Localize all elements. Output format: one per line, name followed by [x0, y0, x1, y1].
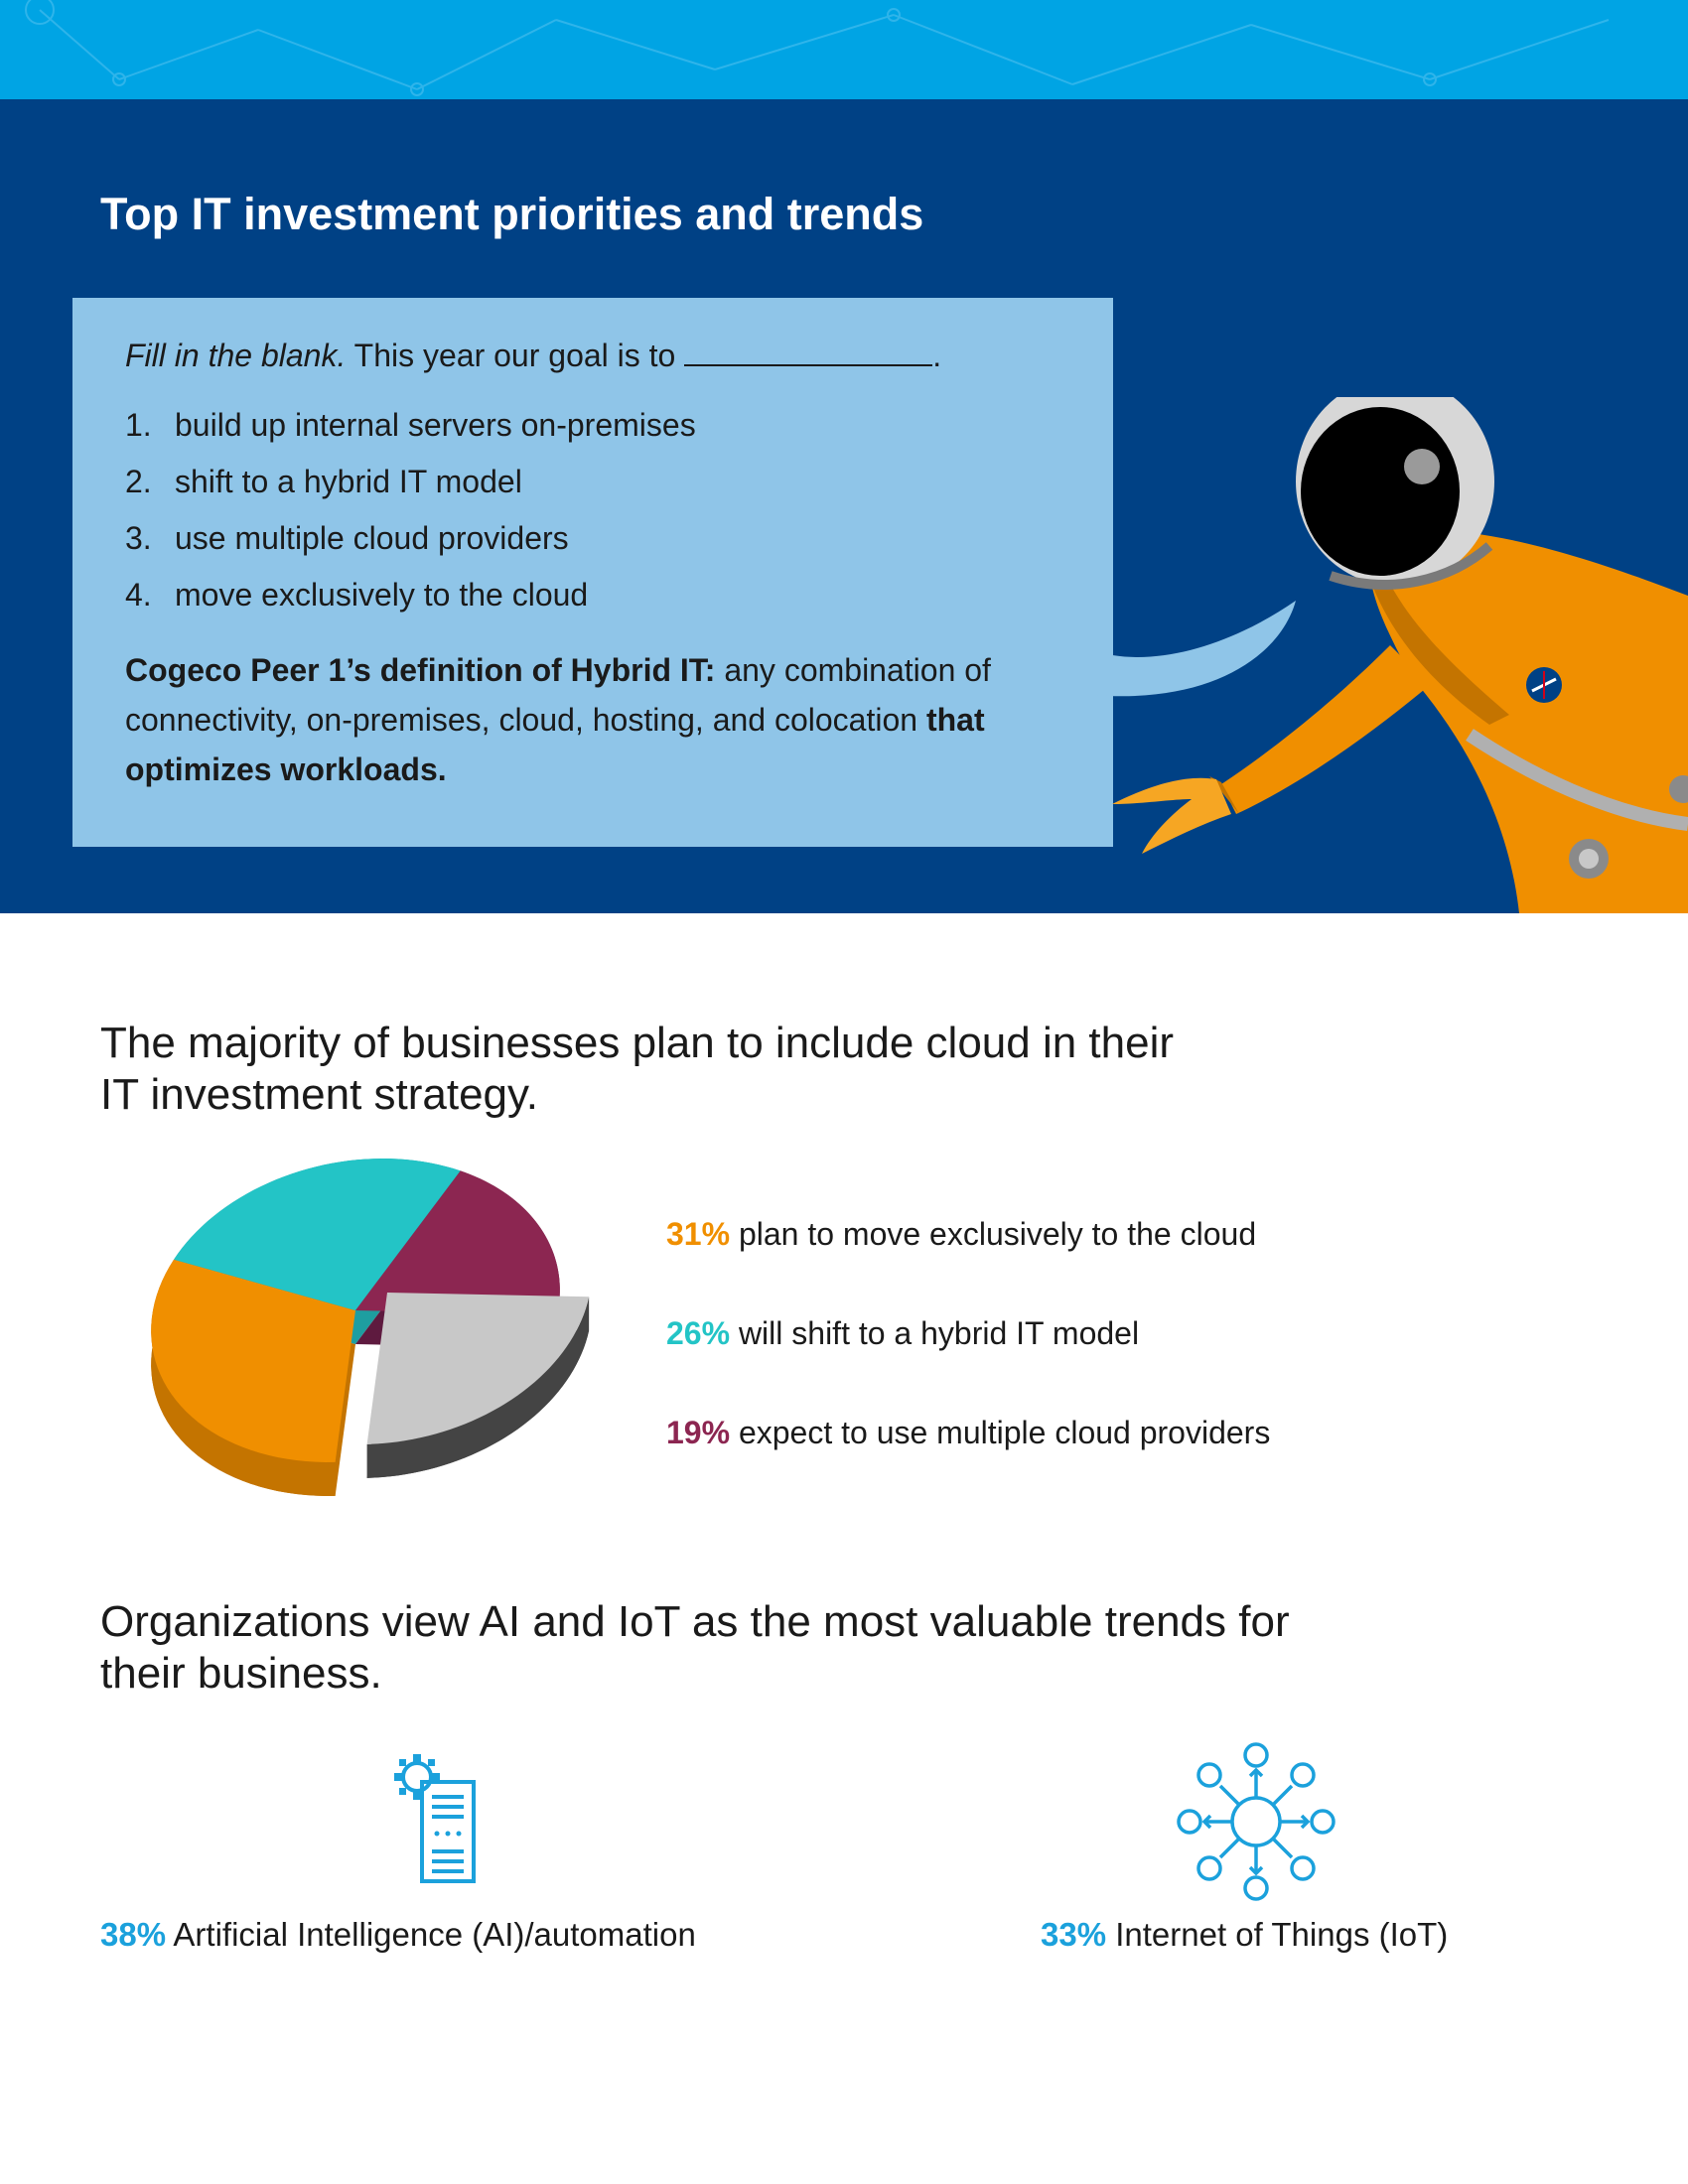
legend-label: expect to use multiple cloud providers: [738, 1415, 1271, 1450]
prompt-end: .: [932, 338, 942, 373]
heading-line: Organizations view AI and IoT as the most valuable trends for: [100, 1597, 1290, 1646]
legend-pct: 19%: [666, 1415, 731, 1450]
fill-in-prompt: [125, 338, 941, 374]
list-text: shift to a hybrid IT model: [175, 464, 522, 499]
definition-label: Cogeco Peer 1’s definition of Hybrid IT:: [125, 652, 716, 688]
badge-icon: [1524, 665, 1564, 705]
network-hub-icon: [1177, 1742, 1336, 1901]
list-text: move exclusively to the cloud: [175, 577, 589, 613]
blank-line: [684, 339, 932, 366]
list-item: [125, 464, 696, 520]
hybrid-it-definition: [125, 645, 1078, 794]
trend-pct: 38%: [100, 1916, 167, 1953]
list-item: [125, 577, 696, 633]
prompt-italic: Fill in the blank.: [125, 338, 347, 373]
legend-label: plan to move exclusively to the cloud: [738, 1216, 1257, 1252]
hero-section: [0, 99, 1688, 913]
list-item: [125, 520, 696, 577]
legend-item-multicloud: [666, 1415, 1270, 1451]
trend-ai: [100, 1916, 696, 1954]
definition-end: that optimizes workloads.: [125, 702, 985, 787]
legend-item-cloud: [666, 1216, 1256, 1253]
prompt-text: This year our goal is to: [353, 338, 676, 373]
astronaut-illustration-icon: [1092, 397, 1688, 913]
trend-label-text: Internet of Things (IoT): [1115, 1916, 1449, 1953]
list-number: 3.: [125, 520, 152, 556]
trend-iot: [1041, 1916, 1448, 1954]
legend-pct: 31%: [666, 1216, 731, 1252]
legend-pct: 26%: [666, 1315, 731, 1351]
heading-line: The majority of businesses plan to include cloud in their: [100, 1019, 1175, 1067]
speech-bubble-box: [72, 298, 1113, 847]
list-text: use multiple cloud providers: [175, 520, 569, 556]
server-gear-icon: [387, 1742, 496, 1891]
cloud-section-heading: [100, 1018, 1490, 1121]
trends-section-heading: [100, 1596, 1490, 1700]
legend-label: will shift to a hybrid IT model: [738, 1315, 1140, 1351]
list-number: 4.: [125, 577, 152, 613]
options-list: [125, 407, 696, 633]
trend-pct: 33%: [1041, 1916, 1107, 1953]
network-pattern-icon: [0, 0, 1688, 99]
trend-label-text: Artificial Intelligence (AI)/automation: [173, 1916, 696, 1953]
pie-chart: [139, 1152, 616, 1529]
top-banner-strip: [0, 0, 1688, 99]
list-item: [125, 407, 696, 464]
heading-line: their business.: [100, 1649, 382, 1698]
page-title: Top IT investment priorities and trends: [100, 189, 924, 239]
list-number: 2.: [125, 464, 152, 499]
list-text: build up internal servers on-premises: [175, 407, 696, 443]
legend-item-hybrid: [666, 1315, 1139, 1352]
list-number: 1.: [125, 407, 152, 443]
definition-text: any combination of connectivity, on-premises, cloud, hosting, and colocation: [125, 652, 991, 738]
heading-line: IT investment strategy.: [100, 1070, 538, 1119]
